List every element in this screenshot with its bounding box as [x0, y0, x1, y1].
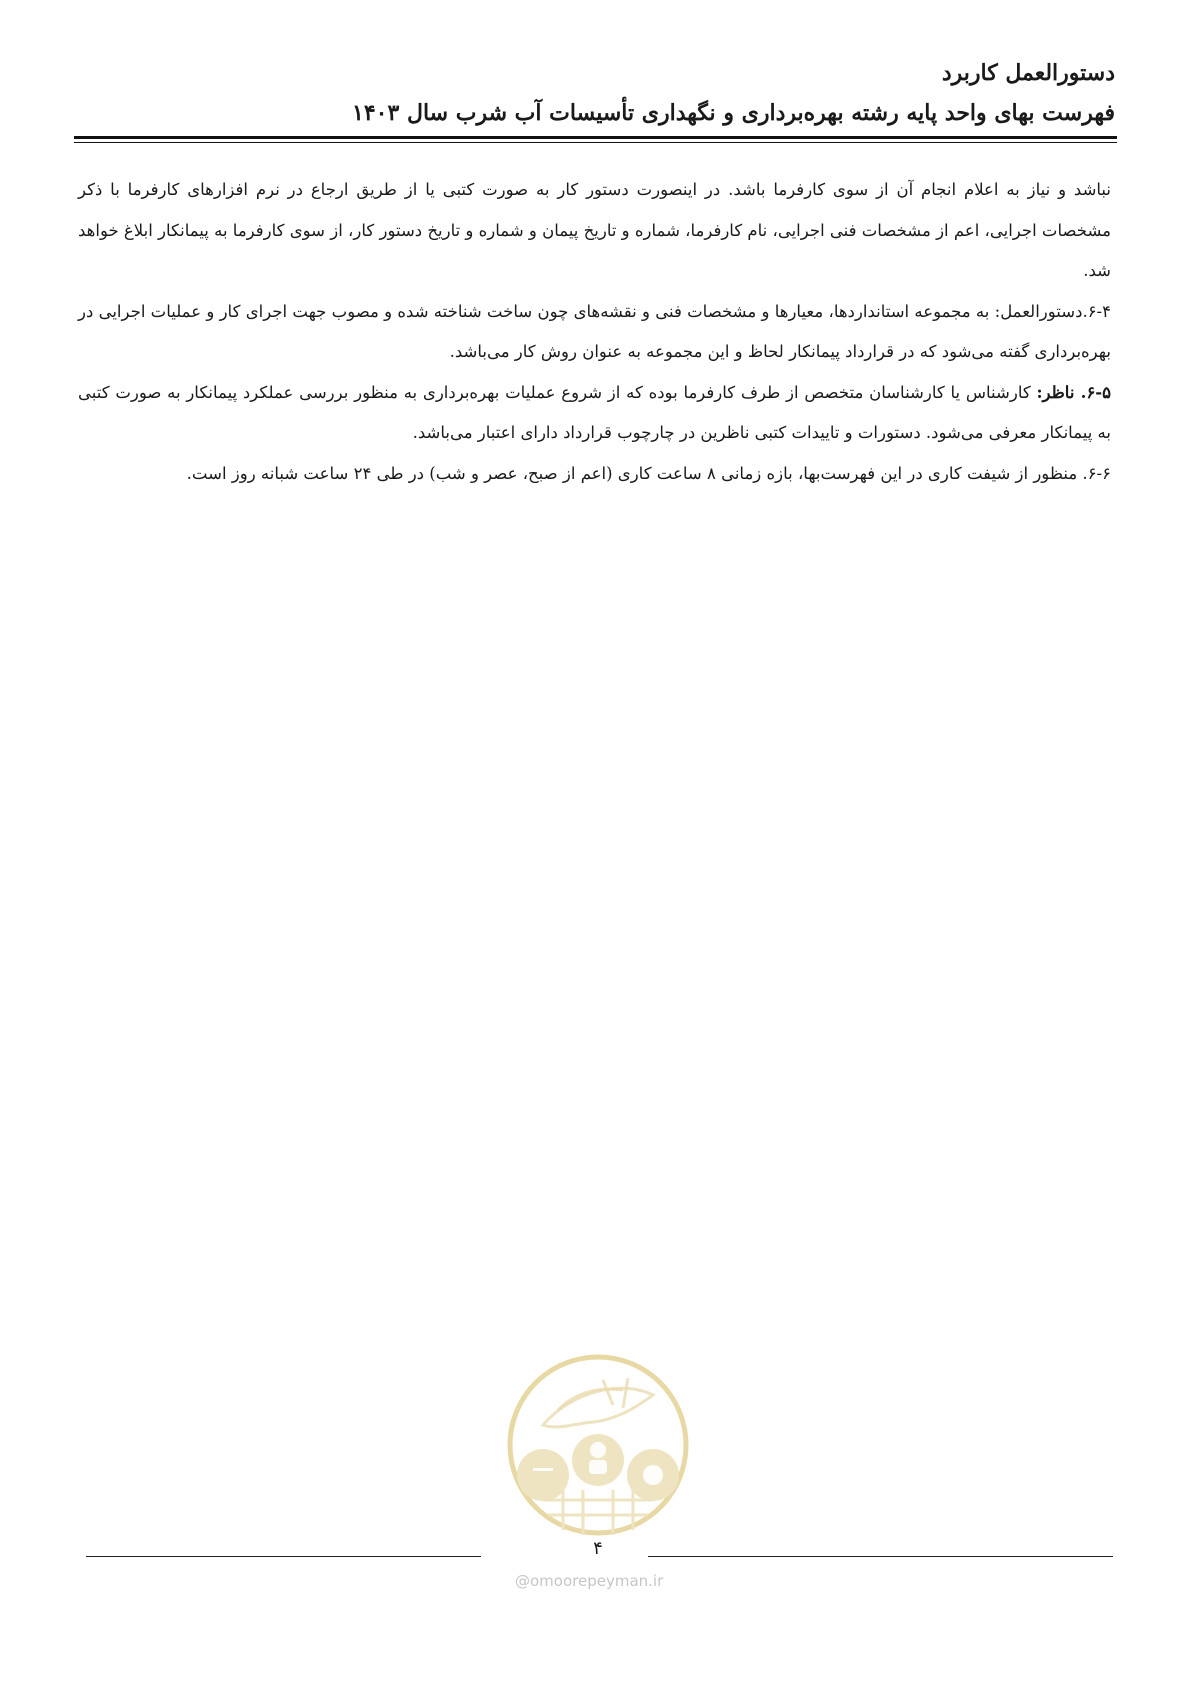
paragraph-6-5: [78, 373, 1111, 454]
footer-rule-left: [86, 1556, 481, 1557]
page-header: [75, 56, 1115, 130]
paragraph-continued: نباشد و نیاز به اعلام انجام آن از سوی کارفرما باشد. در اینصورت دستور کار به صورت کتبی یا از طریق ارجاع در نرم افزارهای کارفرما با ذکر مشخصات اجرایی، اعم از مشخصات فنی اجرایی، نام کارفرما، شماره و تاریخ پیمان و شماره و تاریخ دستور کار، از سوی کارفرما به پیمانکار ابلاغ خواهد شد.: [78, 180, 1111, 280]
header-rule-thin: [74, 142, 1117, 143]
document-subtitle: فهرست بهای واحد پایه رشته بهره‌برداری و نگهداری تأسیسات آب شرب سال ۱۴۰۳: [352, 100, 1115, 126]
paragraph-6-5-text: کارشناس یا کارشناسان متخصص از طرف کارفرما بوده که از شروع عملیات بهره‌برداری به منظور بررسی عملکرد پیمانکار به صورت کتبی به پیمانکار معرفی می‌شود. دستورات و تاییدات کتبی ناظرین در چارچوب قرارداد دارای اعتبار می‌باشد.: [78, 382, 1111, 442]
footer-rule-right: [648, 1556, 1113, 1557]
paragraph-6-6: ۶-۶. منظور از شیفت کاری در این فهرست‌بها، بازه زمانی ۸ ساعت کاری (اعم از صبح، عصر و شب) در طی ۲۴ ساعت شبانه روز است.: [186, 463, 1111, 483]
watermark-url: @omoorepeyman.ir: [515, 1572, 664, 1590]
header-rule-thick: [74, 136, 1117, 139]
paragraph-6-4: ۶-۴.دستورالعمل: به مجموعه استانداردها، معیارها و مشخصات فنی و نقشه‌های چون ساخت شناخته شده و مصوب جهت اجرای کار و عملیات اجرایی در بهره‌برداری گفته می‌شود که در قرارداد پیمانکار لحاظ و این مجموعه به عنوان روش کار می‌باشد.: [78, 301, 1111, 361]
paragraph-6-5-label: ۶-۵. ناظر:: [1036, 382, 1112, 402]
document-title: دستورالعمل کاربرد: [941, 60, 1115, 86]
body-text: [78, 170, 1111, 494]
page-number: ۴: [593, 1538, 603, 1559]
watermark-seal-logo: [503, 1350, 693, 1540]
